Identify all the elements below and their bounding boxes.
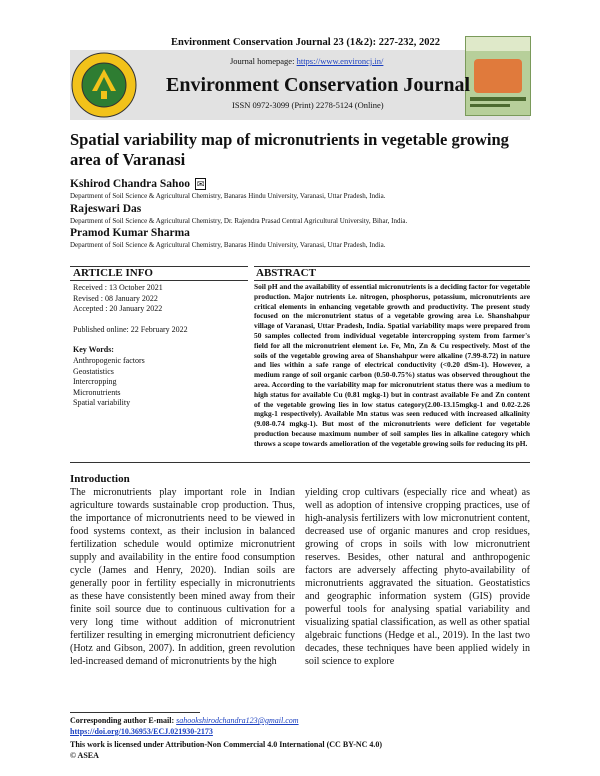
author-name: Rajeswari Das <box>70 203 142 215</box>
running-header: Environment Conservation Journal 23 (1&2): 227-232, 2022 <box>170 37 440 48</box>
revised-date: Revised : 08 January 2022 <box>73 293 158 303</box>
published-date: Published online: 22 February 2022 <box>73 324 188 334</box>
doi-link[interactable]: https://doi.org/10.36953/ECJ.021930-2173 <box>70 727 213 736</box>
abstract-heading: ABSTRACT <box>256 267 316 279</box>
homepage-link[interactable]: https://www.environcj.in/ <box>296 56 384 66</box>
divider <box>70 462 530 463</box>
divider <box>70 280 248 281</box>
article-title: Spatial variability map of micronutrients in vegetable growing area of Varanasi <box>70 130 509 169</box>
accepted-date: Accepted : 20 January 2022 <box>73 304 163 314</box>
abstract-text: Soil pH and the availability of essential micronutrients is a deciding factor for vegetable production. Major nutrients i.e. nitrogen, phosphorus, potassium, micronutrients are critical elements in enhancing vegetable growth and productivity. The present study focused on the micronutrient status of a vegetable growing area i.e. Shanshahpur village of Varanasi, Uttar Pradesh, India. Spatial variability maps were prepared from 50 samples collected from individual vegetable intercropping system from farmer's field for all the micronutrient element i.e. Fe, Mn, Zn & Cu respectively. Most of the soils of the vegetable growing area of Shanshahpur were alkaline (7.99-8.72) in nature and lies within a safe range of electrical conductivity (<0.20 dSm-1). However, a medium range of soil organic carbon (0.50-0.75%) status was observed throughout the area. According to the variability map for micronutrient status there was a medium to high status for available Cu (0.81 mgkg-1) but in contrast available Fe and Zn content of the vegetable growing lies in low status category(2.00-13.15mgkg-1 and 0.02-2.26 mgkg-1 respectively). Available Mn status was seen reduced with increased alkalinity (9.08-0.74 mgkg-1). But most of the micronutrients were deficient for vegetable production because maximum number of soil samples lies in alkaline category which throws a scope towards amelioration of the vegetable growing soils for reducing its pH. <box>254 282 530 448</box>
author-affiliation: Department of Soil Science & Agricultural Chemistry, Banaras Hindu University, Varanasi, Uttar Pradesh, India. <box>70 192 386 200</box>
author-name: Pramod Kumar Sharma <box>70 227 190 239</box>
author-name: Kshirod Chandra Sahoo ✉ <box>70 178 205 190</box>
keywords-heading: Key Words: <box>73 345 114 355</box>
envelope-icon[interactable]: ✉ <box>196 179 205 189</box>
introduction-heading: Introduction <box>70 473 130 485</box>
keyword: Intercropping <box>73 377 117 387</box>
journal-cover-thumbnail <box>465 36 531 116</box>
article-info-heading: ARTICLE INFO <box>73 267 153 279</box>
doi <box>70 727 213 736</box>
copyright-text: © ASEA <box>70 751 99 760</box>
article-info <box>73 283 188 409</box>
keyword: Spatial variability <box>73 398 131 408</box>
footnote-rule <box>70 712 200 713</box>
author-affiliation: Department of Soil Science & Agricultural Chemistry, Dr. Rajendra Prasad Central Agricultural University, Bihar, India. <box>70 217 408 225</box>
corresponding-author: Corresponding author E-mail: sahookshirodchandra123@gmail.com <box>70 716 299 725</box>
introduction-column-1: The micronutrients play important role in Indian agriculture towards sustainable crop production. Thus, the importance of micronutrients need to be viewed in food systems context, as their inclusion in balanced fertilization schedule would optimize micronutrient supply and availability in the entire food consumption cycle (James and Henry, 2020). Indian soils are generally poor in fertility especially in micronutrients as these have consistently been mined away from their finite soil source due to continuous cultivation for a very long time without addition of micronutrient fertilizer resulting in emerging micronutrient deficiency (Hotz and Gibson, 2007). In addition, green revolution led-increased demand of micronutrients by the high <box>70 487 295 667</box>
keyword: Anthropogenic factors <box>73 355 145 365</box>
keyword: Micronutrients <box>73 387 121 397</box>
journal-title: Environment Conservation Journal <box>166 74 471 96</box>
journal-issn: ISSN 0972-3099 (Print) 2278-5124 (Online) <box>232 100 384 110</box>
license-text: This work is licensed under Attribution-Non Commercial 4.0 International (CC BY-NC 4.0) <box>70 740 383 749</box>
corresponding-email-link[interactable]: sahookshirodchandra123@gmail.com <box>176 716 299 725</box>
received-date: Received : 13 October 2021 <box>73 283 163 292</box>
keyword: Geostatistics <box>73 366 114 376</box>
society-logo <box>70 51 138 119</box>
author-affiliation: Department of Soil Science & Agricultural Chemistry, Banaras Hindu University, Varanasi, Uttar Pradesh, India. <box>70 241 386 249</box>
journal-homepage <box>230 56 383 66</box>
introduction-column-2: yielding crop cultivars (especially rice and wheat) as well as adoption of intensive cropping practices, use of high-analysis fertilizers with low micronutrient content, decreased use of organic manures and crop residues, growing of crops in soils with low micronutrient reserves. Besides, other natural and anthropogenic factors are adversely affecting phyto-availability of micronutrients aggravated the situation. Geostatistics and geographic information system (GIS) provide powerful tools for analysing spatial variability and visualizing spatial classification, as well as other spatial algebraic functions (Hedge et al., 2019). In the last two decades, these techniques have been applied widely in soil science to explore <box>305 487 530 667</box>
divider <box>254 280 530 281</box>
homepage-label: Journal homepage: <box>230 56 295 66</box>
